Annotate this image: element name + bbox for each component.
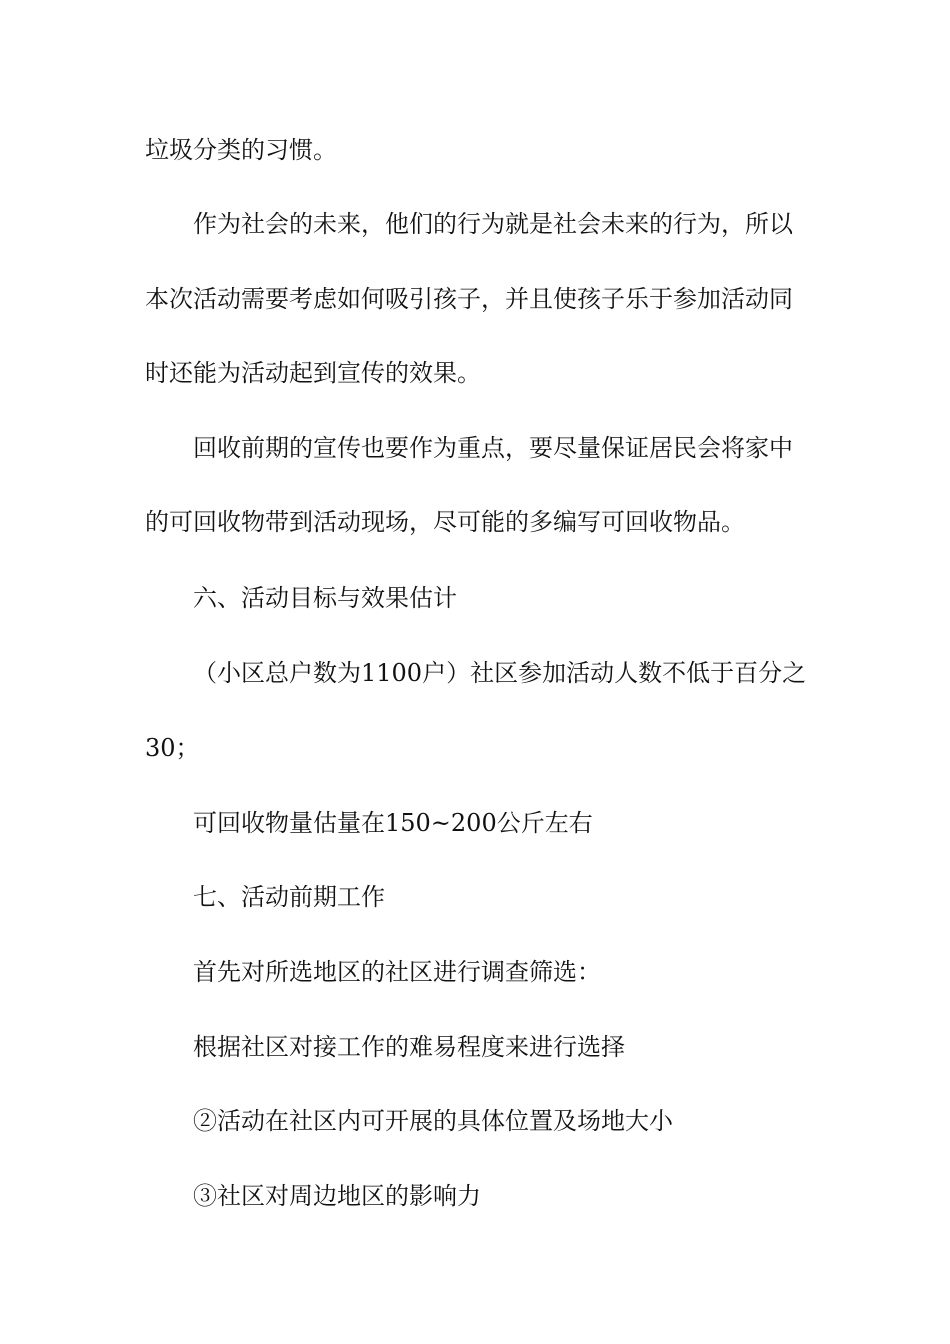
text-line: （小区总户数为1100户）社区参加活动人数不低于百分之 [193,659,807,687]
text-line: 回收前期的宣传也要作为重点，要尽量保证居民会将家中 [193,434,793,462]
section-heading: 七、活动前期工作 [193,883,385,911]
text-line: 根据社区对接工作的难易程度来进行选择 [193,1033,625,1061]
text-line: 作为社会的未来，他们的行为就是社会未来的行为，所以 [193,210,793,238]
list-item: ③社区对周边地区的影响力 [193,1182,481,1210]
text-line: 垃圾分类的习惯。 [145,136,337,164]
text-line: 时还能为活动起到宣传的效果。 [145,359,481,387]
section-heading: 六、活动目标与效果估计 [193,584,457,612]
text-line: 的可回收物带到活动现场，尽可能的多编写可回收物品。 [145,508,745,536]
list-item: ②活动在社区内可开展的具体位置及场地大小 [193,1107,673,1135]
text-line: 30； [145,734,200,762]
text-line: 本次活动需要考虑如何吸引孩子，并且使孩子乐于参加活动同 [145,285,793,313]
text-line: 首先对所选地区的社区进行调查筛选： [193,958,601,986]
text-line: 可回收物量估量在150~200公斤左右 [193,809,593,837]
